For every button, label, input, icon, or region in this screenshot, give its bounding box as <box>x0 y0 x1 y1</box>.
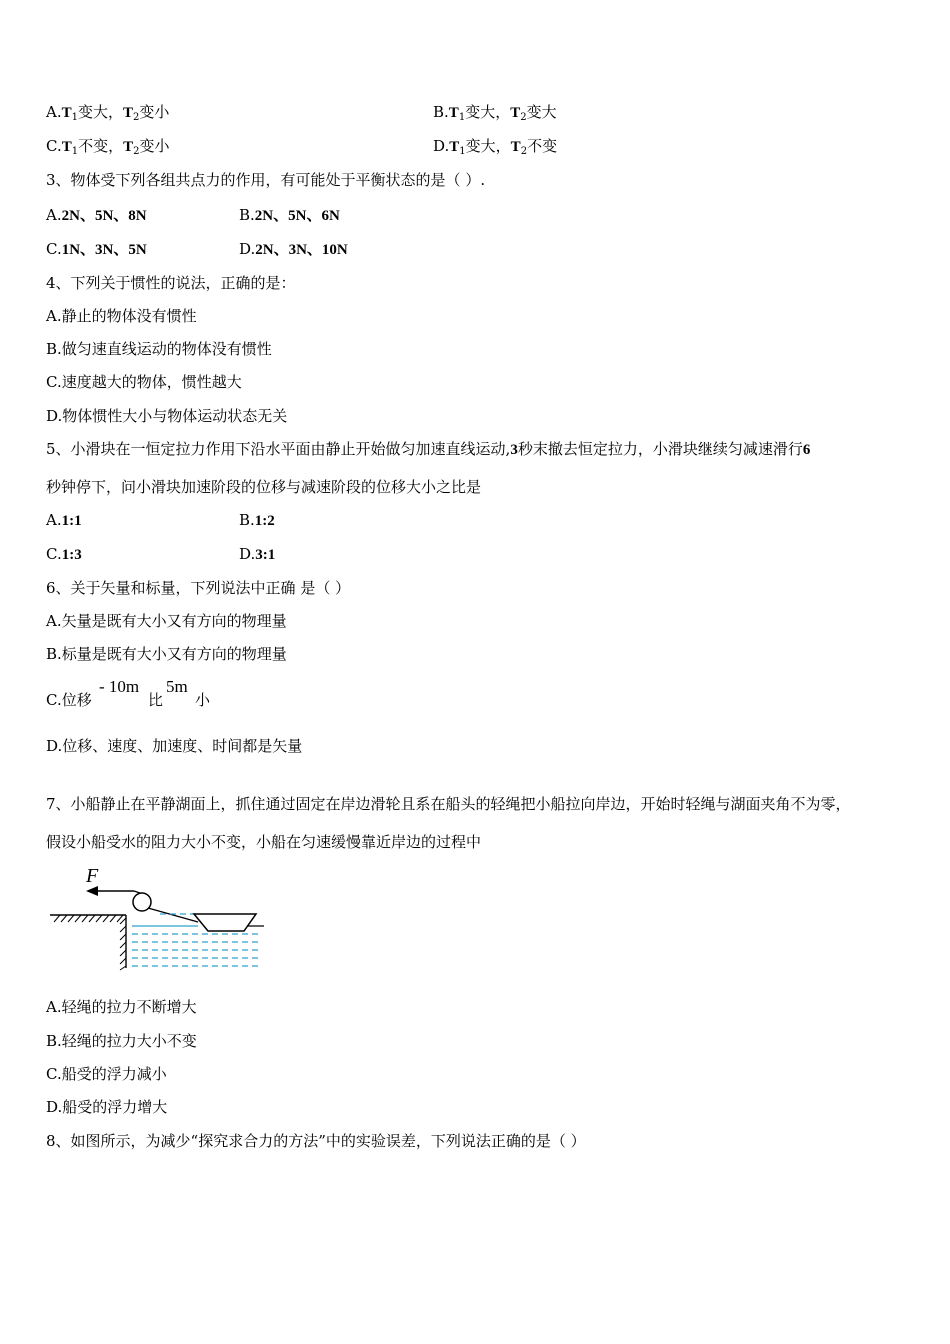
q5-option-c: C.1:3 <box>46 545 82 563</box>
q7-option-b: B.轻绳的拉力大小不变 <box>46 1032 197 1050</box>
q6-stem: 6、关于矢量和标量，下列说法中正确 是（ ） <box>46 579 351 597</box>
q8-stem: 8、如图所示，为减少“探究求合力的方法”中的实验误差，下列说法正确的是（ ） <box>46 1132 586 1150</box>
q5-option-a: A.1:1 <box>46 511 82 529</box>
boat <box>194 914 256 931</box>
q7-stem-line1: 7、小船静止在平静湖面上，抓住通过固定在岸边滑轮且系在船头的轻绳把小船拉向岸边，开始时轻绳与湖面夹角不为零， <box>46 795 851 813</box>
q2-option-a: $A.T_1$变大，$T_2$变小 <box>46 103 170 123</box>
q3-stem: 3、物体受下列各组共点力的作用，有可能处于平衡状态的是（ ）. <box>46 171 486 189</box>
q7-option-c: C.船受的浮力减小 <box>46 1065 167 1083</box>
q5-option-b: B.1:2 <box>239 511 275 529</box>
q4-option-a: A.静止的物体没有惯性 <box>46 307 197 325</box>
q6-option-c-prefix: C.位移 <box>46 691 92 709</box>
rope <box>148 908 198 922</box>
force-label: F <box>86 865 99 887</box>
q2-option-b: $B.T_1$变大，$T_2$变大 <box>433 103 557 123</box>
q6-option-c-value-2: 5m <box>166 677 188 696</box>
q7-stem-line2: 假设小船受水的阻力大小不变，小船在匀速缓慢靠近岸边的过程中 <box>46 833 482 851</box>
q6-option-c-mid: 比 <box>148 691 164 709</box>
q3-option-b: B.2N、5N、6N <box>239 206 340 224</box>
q7-option-d: D.船受的浮力增大 <box>46 1098 168 1116</box>
q3-option-d: D.2N、3N、10N <box>239 240 348 258</box>
q4-stem: 4、下列关于惯性的说法，正确的是： <box>46 274 296 292</box>
q3-option-a: A.2N、5N、8N <box>46 206 147 224</box>
shore-ground <box>50 915 126 970</box>
q2-option-c: $C.T_1$不变，$T_2$变小 <box>46 137 170 157</box>
boat-pulley-figure <box>48 862 270 974</box>
q2-option-d: $D.T_1$变大，$T_2$不变 <box>433 137 558 157</box>
q4-option-c: C.速度越大的物体，惯性越大 <box>46 373 242 391</box>
q6-option-d: D.位移、速度、加速度、时间都是矢量 <box>46 737 303 755</box>
q6-option-a: A.矢量是既有大小又有方向的物理量 <box>46 612 287 630</box>
q6-option-b: B.标量是既有大小又有方向的物理量 <box>46 645 287 663</box>
q3-option-c: C.1N、3N、5N <box>46 240 147 258</box>
q5-stem-line1: 5、小滑块在一恒定拉力作用下沿水平面由静止开始做匀加速直线运动,3秒末撤去恒定拉力，小滑块继续匀减速滑行6 <box>46 440 811 458</box>
q6-option-c-value-1: - 10m <box>99 677 140 696</box>
q5-stem-line2: 秒钟停下，问小滑块加速阶段的位移与减速阶段的位移大小之比是 <box>46 478 482 496</box>
q6-option-c-suffix: 小 <box>195 691 211 709</box>
q4-option-d: D.物体惯性大小与物体运动状态无关 <box>46 407 288 425</box>
arrow-head-icon <box>86 886 98 896</box>
q5-option-d: D.3:1 <box>239 545 276 563</box>
q7-option-a: A.轻绳的拉力不断增大 <box>46 998 197 1016</box>
q4-option-b: B.做匀速直线运动的物体没有惯性 <box>46 340 272 358</box>
